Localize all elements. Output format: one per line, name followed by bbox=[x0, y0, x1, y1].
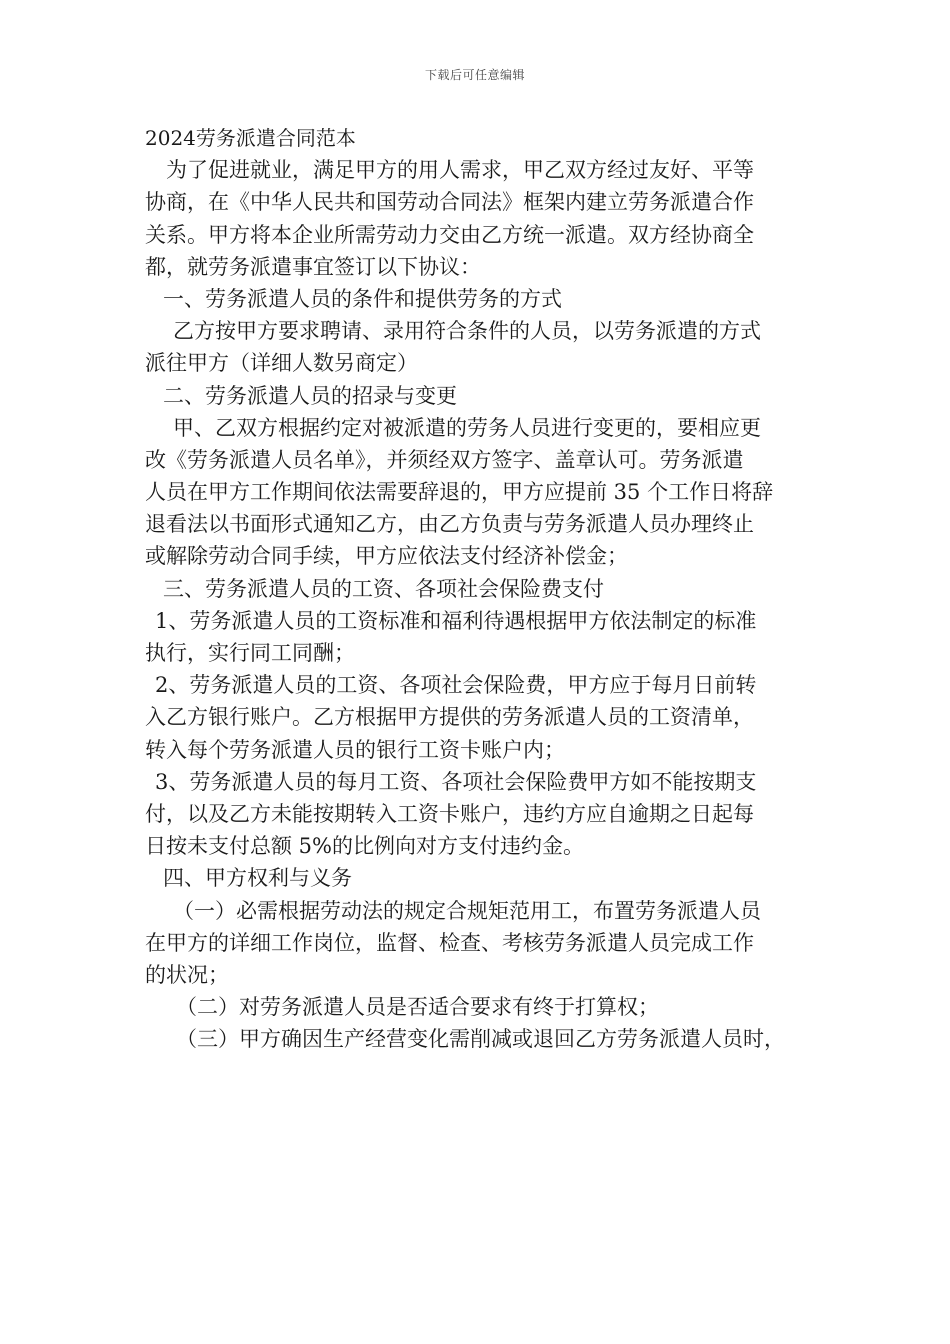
header-note: 下载后可任意编辑 bbox=[424, 68, 525, 82]
list-item-continuation: 的状况； bbox=[145, 962, 229, 987]
paragraph-line: 为了促进就业，满足甲方的用人需求，甲乙双方经过友好、平等 bbox=[166, 158, 754, 183]
list-item-continuation: 日按未支付总额 5%的比例向对方支付违约金。 bbox=[145, 834, 584, 859]
section-heading: 三、劳务派遣人员的工资、各项社会保险费支付 bbox=[163, 576, 604, 601]
section-heading: 二、劳务派遣人员的招录与变更 bbox=[163, 383, 457, 408]
list-item-continuation: 入乙方银行账户。乙方根据甲方提供的劳务派遣人员的工资清单， bbox=[145, 705, 754, 730]
list-item-continuation: 转入每个劳务派遣人员的银行工资卡账户内； bbox=[145, 737, 565, 762]
paragraph-line: 协商，在《中华人民共和国劳动合同法》框架内建立劳务派遣合作 bbox=[145, 190, 754, 215]
document-title: 2024劳务派遣合同范本 bbox=[145, 126, 356, 150]
paragraph-line: 改《劳务派遣人员名单》，并须经双方签字、盖章认可。劳务派遣 bbox=[145, 447, 744, 472]
paragraph-line: 甲、乙双方根据约定对被派遣的劳务人员进行变更的，要相应更 bbox=[173, 415, 761, 440]
list-item-continuation: 付，以及乙方未能按期转入工资卡账户，违约方应自逾期之日起每 bbox=[145, 801, 754, 826]
list-item: （三）甲方确因生产经营变化需削减或退回乙方劳务派遣人员时， bbox=[176, 1027, 785, 1052]
list-item: 1、劳务派遣人员的工资标准和福利待遇根据甲方依法制定的标准 bbox=[155, 608, 757, 633]
list-item-continuation: 执行，实行同工同酬； bbox=[145, 641, 355, 665]
paragraph-line: 或解除劳动合同手续，甲方应依法支付经济补偿金； bbox=[145, 544, 628, 569]
paragraph-line: 退看法以书面形式通知乙方，由乙方负责与劳务派遣人员办理终止 bbox=[145, 512, 754, 537]
paragraph-line: 乙方按甲方要求聘请、录用符合条件的人员，以劳务派遣的方式 bbox=[173, 319, 761, 344]
list-item: （一）必需根据劳动法的规定合规矩范用工，布置劳务派遣人员 bbox=[173, 898, 761, 923]
list-item: （二）对劳务派遣人员是否适合要求有终于打算权； bbox=[176, 995, 659, 1020]
section-heading: 四、甲方权利与义务 bbox=[163, 866, 352, 891]
list-item: 2、劳务派遣人员的工资、各项社会保险费，甲方应于每月日前转 bbox=[155, 673, 757, 698]
paragraph-line: 关系。甲方将本企业所需劳动力交由乙方统一派遣。双方经协商全 bbox=[145, 222, 754, 247]
section-heading: 一、劳务派遣人员的条件和提供劳务的方式 bbox=[163, 286, 562, 311]
paragraph-line: 派往甲方（详细人数另商定） bbox=[145, 351, 418, 376]
list-item-continuation: 在甲方的详细工作岗位，监督、检查、考核劳务派遣人员完成工作 bbox=[145, 930, 754, 955]
list-item: 3、劳务派遣人员的每月工资、各项社会保险费甲方如不能按期支 bbox=[155, 769, 757, 794]
document-body bbox=[145, 122, 813, 1055]
paragraph-line: 人员在甲方工作期间依法需要辞退的，甲方应提前 35 个工作日将辞 bbox=[145, 480, 774, 505]
paragraph-line: 都，就劳务派遣事宜签订以下协议： bbox=[145, 254, 481, 279]
